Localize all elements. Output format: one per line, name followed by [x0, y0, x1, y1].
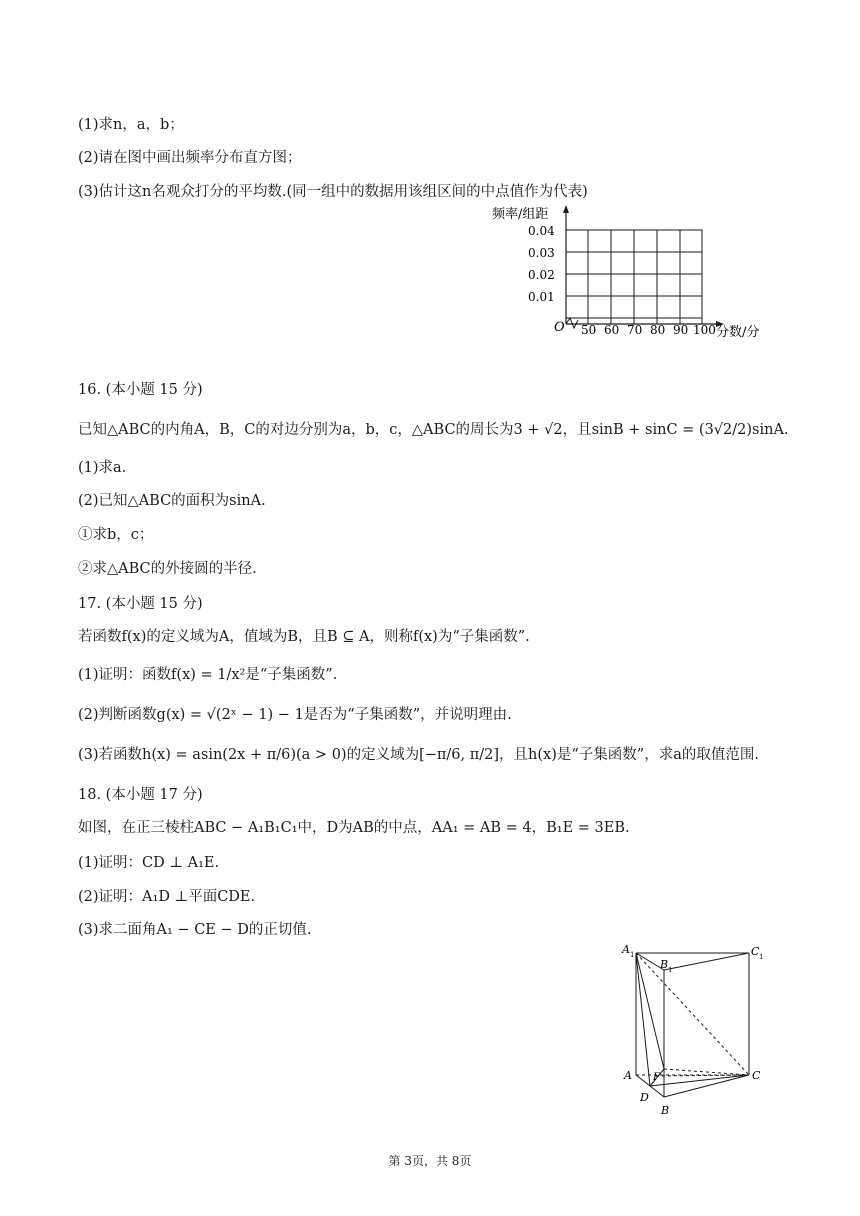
- q15-part3: (3)估计这n名观众打分的平均数.(同一组中的数据用该组区间的中点值作为代表): [78, 184, 588, 200]
- q18-stem: 如图，在正三棱柱ABC − A₁B₁C₁中，D为AB的中点，AA₁ = AB = 4，B₁E = 3EB.: [78, 820, 630, 836]
- origin-label: O: [554, 320, 565, 335]
- page-footer: 第 3页，共 8页: [388, 1154, 472, 1168]
- label-B: B: [661, 1104, 670, 1117]
- q18-part1: (1)证明：CD ⊥ A₁E.: [78, 855, 220, 871]
- x-tick-80: 80: [650, 323, 666, 337]
- label-F: F: [653, 1072, 660, 1083]
- q18-part2: (2)证明：A₁D ⊥平面CDE.: [78, 889, 256, 905]
- label-B1: B: [660, 958, 669, 971]
- q16-header: 16. (本小题 15 分): [78, 382, 203, 398]
- label-B1-sub: 1: [668, 966, 673, 974]
- q17-part2: (2)判断函数g(x) = √(2ˣ − 1) − 1是否为“子集函数”，并说明理由.: [78, 707, 512, 723]
- label-A1: A: [622, 943, 630, 956]
- y-tick-0-02: 0.02: [528, 268, 555, 282]
- x-tick-100: 100: [693, 323, 716, 337]
- histogram-x-axis-label: 分数/分: [716, 325, 760, 340]
- x-tick-60: 60: [604, 323, 620, 337]
- label-D: D: [640, 1091, 649, 1104]
- label-C1: C: [751, 945, 760, 958]
- x-tick-50: 50: [581, 323, 597, 337]
- histogram-grid-figure: [490, 200, 780, 345]
- label-A: A: [624, 1069, 632, 1082]
- q15-part2: (2)请在图中画出频率分布直方图；: [78, 150, 302, 166]
- q16-part2: (2)已知△ABC的面积为sinA.: [78, 493, 266, 509]
- q17-part3: (3)若函数h(x) = asin(2x + π/6)(a > 0)的定义域为[−π/6, π/2]，且h(x)是“子集函数”，求a的取值范围.: [78, 747, 759, 763]
- triangular-prism-figure: [612, 938, 772, 1123]
- histogram-y-axis-label: 频率/组距: [492, 207, 549, 222]
- x-tick-70: 70: [627, 323, 643, 337]
- q16-part2b: ②求△ABC的外接圆的半径.: [78, 561, 257, 577]
- y-tick-0-01: 0.01: [528, 290, 555, 304]
- y-tick-0-03: 0.03: [528, 246, 555, 260]
- q18-part3: (3)求二面角A₁ − CE − D的正切值.: [78, 922, 312, 938]
- label-C1-sub: 1: [759, 953, 764, 961]
- q17-part1: (1)证明：函数f(x) = 1/x²是“子集函数”.: [78, 667, 338, 683]
- q16-stem: 已知△ABC的内角A，B，C的对边分别为a，b，c，△ABC的周长为3 + √2，且sinB + sinC = (3√2/2)sinA.: [78, 422, 789, 438]
- label-A1-sub: 1: [630, 951, 635, 959]
- q16-part1: (1)求a.: [78, 460, 127, 476]
- q15-part1: (1)求n，a，b；: [78, 117, 184, 133]
- q17-header: 17. (本小题 15 分): [78, 596, 203, 612]
- q16-part2a: ①求b，c；: [78, 527, 154, 543]
- q17-stem: 若函数f(x)的定义域为A，值域为B，且B ⊆ A，则称f(x)为“子集函数”.: [78, 629, 530, 645]
- y-tick-0-04: 0.04: [528, 224, 555, 238]
- label-C: C: [752, 1069, 761, 1082]
- q18-header: 18. (本小题 17 分): [78, 787, 203, 803]
- x-tick-90: 90: [673, 323, 689, 337]
